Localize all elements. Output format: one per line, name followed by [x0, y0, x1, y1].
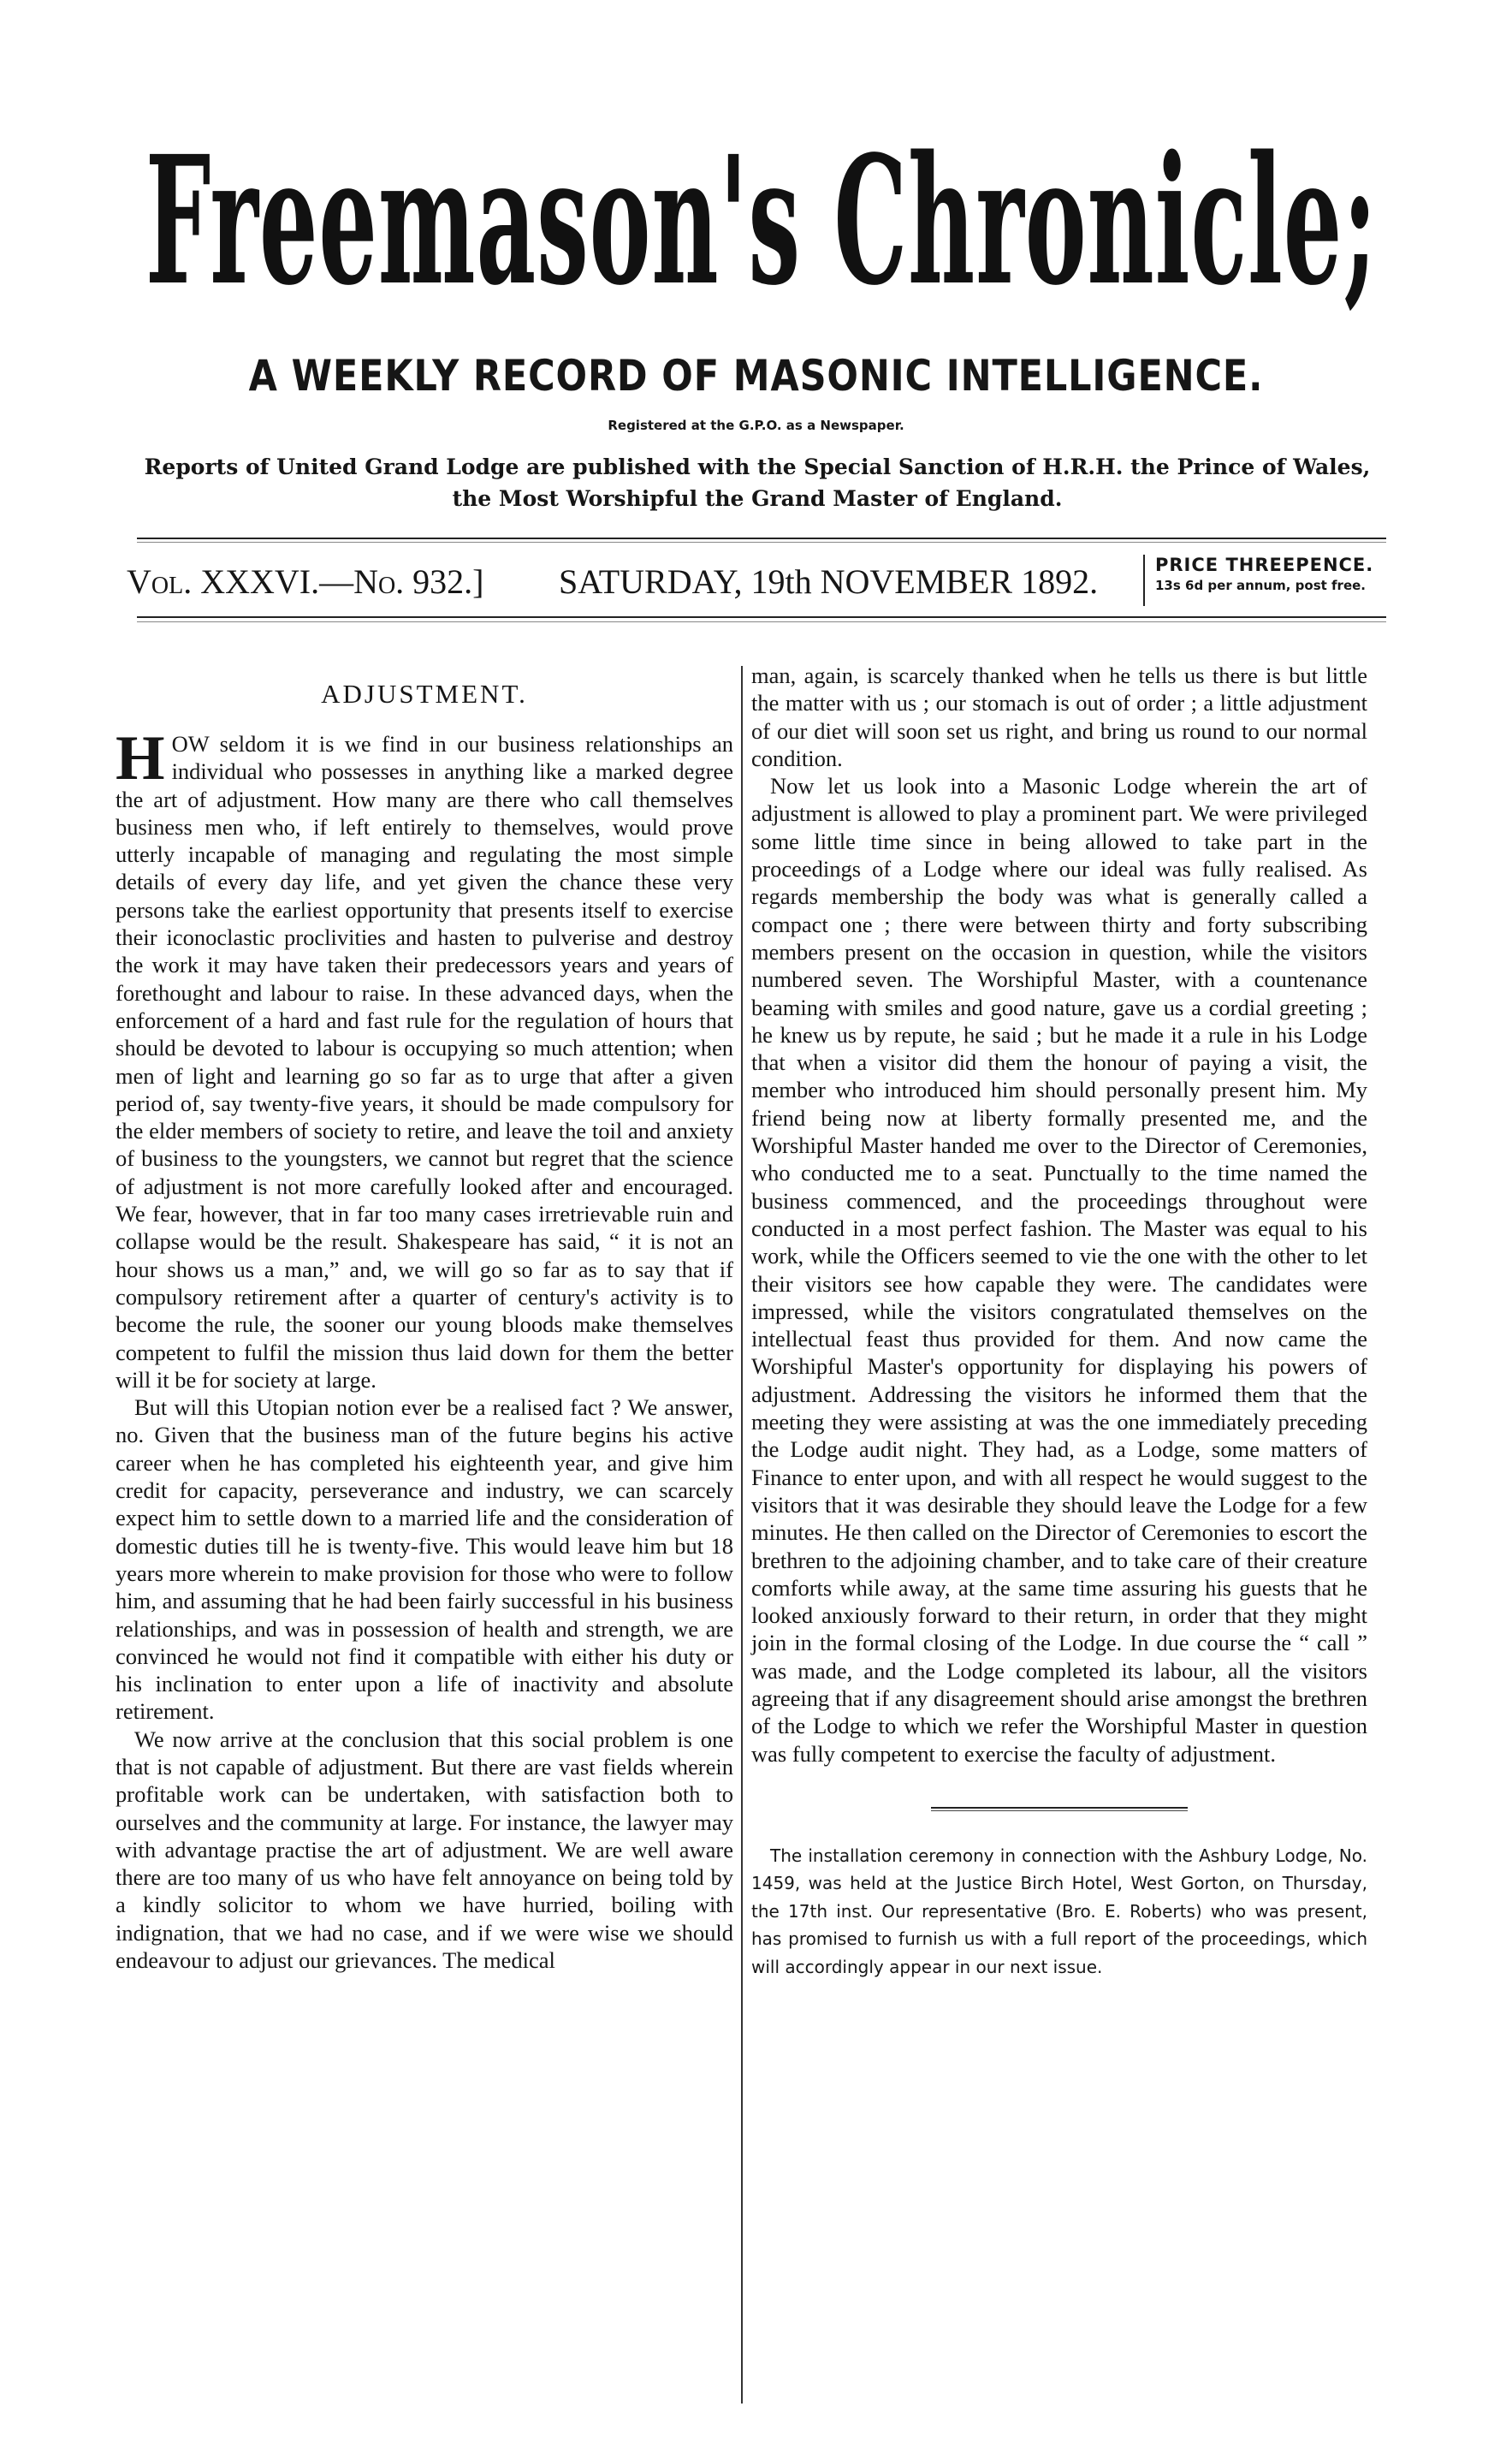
- section-rule-thin: [931, 1810, 1188, 1811]
- volume-number: Vol. XXXVI.—No. 932.]: [127, 562, 484, 601]
- bottom-rule-thin: [137, 621, 1386, 622]
- article-title: ADJUSTMENT.: [321, 679, 528, 709]
- article-paragraph-3-continued: man, again, is scarcely thanked when he tells us there is but little the matter with us ; our stomach is out of order ; a little adjustment of our diet will soon set us right, and bring us round to our normal condition.: [751, 663, 1367, 771]
- registration-note: Registered at the G.P.O. as a Newspaper.: [608, 418, 904, 433]
- article-column-left: [116, 662, 733, 1974]
- masthead: [128, 111, 1395, 325]
- price-label: PRICE THREEPENCE.: [1155, 555, 1374, 575]
- sanction-line-2: the Most Worshipful the Grand Master of England.: [452, 486, 1063, 511]
- masthead-title: Freemason's Chronicle;: [145, 117, 1378, 324]
- column-divider: [741, 666, 743, 2404]
- drop-cap: H: [116, 723, 165, 793]
- masthead-title-graphic: [128, 111, 1395, 325]
- top-rule: [137, 538, 1386, 539]
- bottom-rule: [137, 616, 1386, 618]
- sanction-line-1: Reports of United Grand Lodge are published with the Special Sanction of H.R.H. the Prince of Wales,: [144, 455, 1371, 479]
- section-rule: [931, 1807, 1188, 1809]
- installation-notice: The installation ceremony in connection with the Ashbury Lodge, No. 1459, was held at the Justice Birch Hotel, West Gorton, on Thursday, the 17th inst. Our representative (Bro. E. Roberts) who was present, has promised to furnish us with a full report of the proceedings, which will accordingly appear in our next issue.: [751, 1845, 1367, 1977]
- subscription-label: 13s 6d per annum, post free.: [1155, 578, 1366, 593]
- article-paragraph-2: But will this Utopian notion ever be a realised fact ? We answer, no. Given that the business man of the future begins his active career when he has completed his eighteenth year, and give him credit for capacity, perseverance and industry, we can scarcely expect him to settle down to a married life and the consideration of domestic duties till he is twenty-five. This would leave him but 18 years more wherein to make provision for those who were to follow him, and assuming that he had been fairly successful in his business relationships, and was in possession of health and strength, we are convinced he would not find it compatible with either his duty or his inclination to enter upon a life of inactivity and absolute retirement.: [116, 1394, 733, 1725]
- article-paragraph-3: We now arrive at the conclusion that this social problem is one that is not capable of adjustment. But there are vast fields wherein profitable work can be undertaken, with satisfaction both to ourselves and the community at large. For instance, the lawyer may with advantage practise the art of adjustment. We are well aware there are too many of us who have felt annoyance on being told by a kindly solicitor to whom we have hurried, boiling with indignation, that we had no case, and if we were wise we should endeavour to adjust our grievances. The medical: [116, 1726, 733, 1974]
- price-box: [1143, 555, 1402, 606]
- masthead-subtitle: A WEEKLY RECORD OF MASONIC INTELLIGENCE.: [248, 351, 1264, 401]
- sanction-notice: [103, 451, 1412, 514]
- issue-date: SATURDAY, 19th NOVEMBER 1892.: [559, 562, 1099, 601]
- issue-line: [127, 555, 1393, 606]
- article-paragraph-4: Now let us look into a Masonic Lodge wherein the art of adjustment is allowed to play a prominent part. We were privileged some little time since in being allowed to take part in the proceedings of a Lodge where our ideal was fully realised. As regards membership the body was what is generally called a compact one ; there were between thirty and forty subscribing members present on the occasion in question, while the visitors numbered seven. The Worshipful Master, with a countenance beaming with smiles and good nature, gave us a cordial greeting ; he knew us by repute, he said ; but he made it a rule in his Lodge that when a visitor did them the honour of paying a visit, the member who introduced him should personally present him. My friend being now at liberty formally presented me, and the Worshipful Master handed me over to the Director of Ceremonies, who conducted me to a seat. Punctually to the time named the business commenced, and the proceedings throughout were conducted in a most perfect fashion. The Master was equal to his work, while the Officers seemed to vie the one with the other to let their visitors see how capable they were. The candidates were impressed, while the visitors congratulated themselves on the intellectual feast thus provided for them. And now came the Worshipful Master's opportunity for displaying his powers of adjustment. Addressing the visitors he informed them that the meeting they were assisting at was the one immediately preceding the Lodge audit night. They had, as a Lodge, some matters of Finance to enter upon, and with all respect he would suggest to the visitors that it was desirable they should leave the Lodge for a few minutes. He then called on the Director of Ceremonies to escort the brethren to the adjoining chamber, and to take care of their creature comforts while away, at the same time assuring his guests that he looked anxiously forward to their return, in order that they might join in the formal closing of the Lodge. In due course the “ call ” was made, and the Lodge completed its labour, all the visitors agreeing that if any disagreement should arise amongst the brethren of the Lodge to which we refer the Worshipful Master in question was fully competent to exercise the faculty of adjustment.: [751, 773, 1367, 1767]
- article-column-right: [751, 662, 1367, 1981]
- article-paragraph-1-text: OW seldom it is we find in our business relationships an individual who possesses in anything like a marked degree the art of adjustment. How many are there who call themselves business men who, if left entirely to themselves, would prove utterly incapable of managing and regulating the most simple details of every day life, and yet given the chance these very persons take the earliest opportunity that presents itself to exercise their iconoclastic proclivities and hasten to pulverise and destroy the work it may have taken their predecessors years and years of forethought and labour to raise. In these advanced days, when the enforcement of a hard and fast rule for the regulation of hours that should be devoted to labour is occupying so much attention; when men of light and learning go so far as to urge that after a given period of, say twenty-five years, it should be made compulsory for the elder members of society to retire, and leave the toil and anxiety of business to the youngsters, we cannot but regret that the science of adjustment is not more carefully looked after and encouraged. We fear, however, that in far too many cases irretrievable ruin and collapse would be the result. Shakespeare has said, “ it is not an hour shows us a man,” and, we will go so far as to say that if compulsory retirement after a quarter of century's activity is to become the rule, the sooner our young bloods make themselves competent to fulfil the mission thus laid down for them the better will it be for society at large.: [116, 731, 733, 1393]
- top-rule-thin: [137, 542, 1386, 543]
- article-paragraph-1: [116, 723, 733, 1393]
